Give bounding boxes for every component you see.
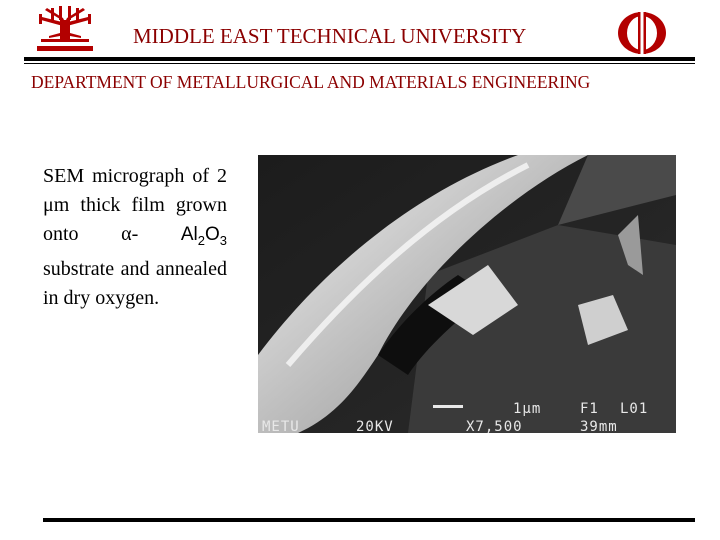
caption-text-1: SEM micrograph of 2 [43,165,227,187]
header-rule-thin [24,63,695,64]
instrument-label: METU [262,419,300,433]
frame-label: L01 [620,401,649,417]
footer-rule [43,518,695,522]
field-label: F1 [580,401,599,417]
formula-sub-3: 3 [219,233,227,248]
alpha-symbol: α [121,223,132,245]
metu-tree-logo [33,6,97,54]
caption-text-3: substrate and annealed in dry oxygen. [43,258,227,309]
formula-al: Al [180,224,198,245]
department-title: DEPARTMENT OF METALLURGICAL AND MATERIALS ENGINEERING [31,72,591,92]
header-rule [24,57,695,61]
working-distance-label: 39mm [580,419,618,433]
metu-odtu-emblem [616,11,668,55]
formula-o: O [204,224,220,245]
formula-sub-2: 2 [197,233,205,248]
scale-bar-label: 1µm [513,401,542,417]
alpha-dash: - [131,223,139,245]
micrograph-caption [43,162,227,313]
mu-symbol: μ [43,194,54,216]
caption-text-2: m thick film grown onto [43,194,227,245]
magnification-label: X7,500 [466,419,523,433]
voltage-label: 20KV [356,419,394,433]
university-title: MIDDLE EAST TECHNICAL UNIVERSITY [133,24,527,48]
sem-micrograph [258,155,676,433]
